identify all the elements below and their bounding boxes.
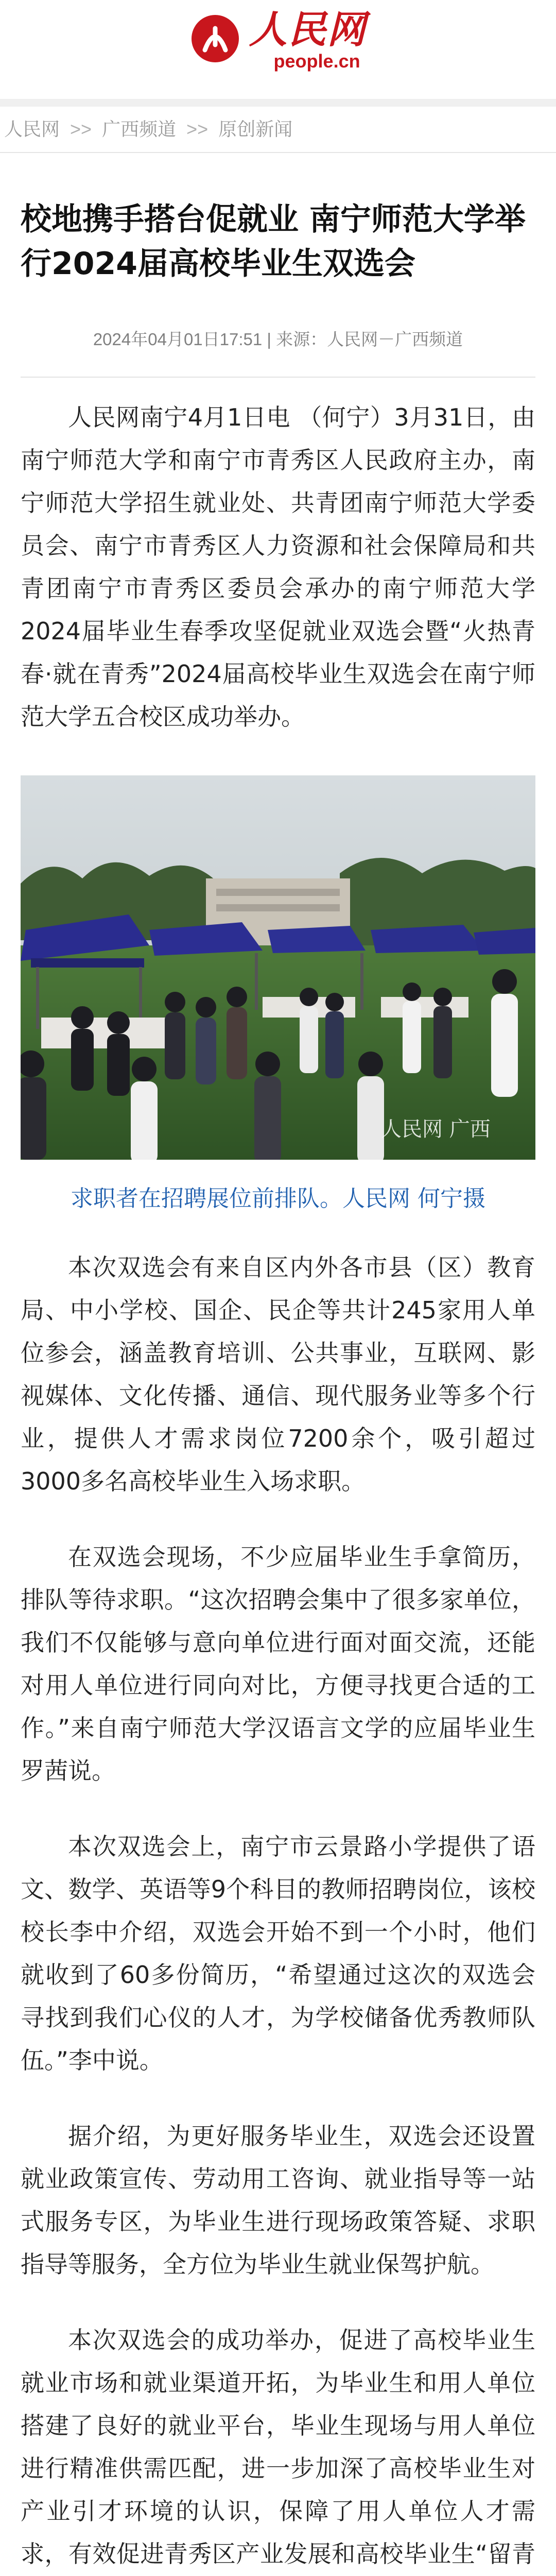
- article-title: 校地携手搭台促就业 南宁师范大学举行2024届高校毕业生双选会: [21, 201, 526, 282]
- header-divider: [0, 99, 556, 107]
- article-photo[interactable]: [21, 775, 535, 1160]
- breadcrumb: [0, 107, 556, 153]
- article-paragraph: 本次双选会有来自区内外各市县（区）教育局、中小学校、国企、民企等共计245家用人单位参会，涵盖教育培训、公共事业，互联网、影视媒体、文化传播、通信、现代服务业等多个行业，提供人才需求岗位7200余个，吸引超过3000多名高校毕业生入场求职。: [21, 1253, 535, 1495]
- site-header: [0, 0, 556, 99]
- meta-divider: [21, 377, 535, 378]
- article-paragraph: 本次双选会上，南宁市云景路小学提供了语文、数学、英语等9个科目的教师招聘岗位，该校校长李中介绍，双选会开始不到一个小时，他们就收到了60多份简历，“希望通过这次的双选会寻找到我们心仪的人才，为学校储备优秀教师队伍。”李中说。: [21, 1833, 535, 2074]
- article-paragraph: 人民网南宁4月1日电 （何宁）3月31日，由南宁师范大学和南宁市青秀区人民政府主办，南宁师范大学招生就业处、共青团南宁师范大学委员会、南宁市青秀区人力资源和社会保障局和共青团南宁市青秀区委员会承办的南宁师范大学2024届毕业生春季攻坚促就业双选会暨“火热青春·就在青秀”2024届高校毕业生双选会在南宁师范大学五合校区成功举办。: [21, 403, 535, 731]
- breadcrumb-item-original-news[interactable]: 原创新闻: [218, 118, 293, 140]
- article-paragraph: 据介绍，为更好服务毕业生，双选会还设置就业政策宣传、劳动用工咨询、就业指导等一站式服务专区，为毕业生进行现场政策答疑、求职指导等服务，全方位为毕业生就业保驾护航。: [21, 2122, 535, 2278]
- article-paragraph: 在双选会现场，不少应届毕业生手拿简历，排队等待求职。“这次招聘会集中了很多家单位，我们不仅能够与意向单位进行面对面交流，还能对用人单位进行同向对比，方便寻找更合适的工作。”来自南宁师范大学汉语言文学的应届毕业生罗茜说。: [21, 1543, 535, 1785]
- job-fair-photo-illustration: [21, 775, 535, 1160]
- site-logo[interactable]: [0, 8, 556, 86]
- breadcrumb-item-people[interactable]: 人民网: [4, 118, 60, 140]
- logo-chinese-name: 人民网: [249, 8, 367, 52]
- people-logo-icon: [189, 13, 241, 66]
- breadcrumb-separator: >>: [70, 118, 92, 140]
- photo-caption: 求职者在招聘展位前排队。人民网 何宁摄: [71, 1185, 485, 1212]
- breadcrumb-separator: >>: [186, 118, 208, 140]
- breadcrumb-item-guangxi[interactable]: 广西频道: [102, 118, 177, 140]
- article-paragraph: 本次双选会的成功举办，促进了高校毕业生就业市场和就业渠道开拓，为毕业生和用人单位搭建了良好的就业平台，毕业生现场与用人单位进行精准供需匹配，进一步加深了高校毕业生对产业引才环境的认识，保障了用人单位人才需求，有效促进青秀区产业发展和高校毕业生“留青: [21, 2326, 535, 2568]
- photo-watermark: 人民网 广西: [381, 1117, 491, 1141]
- logo-domain: people.cn: [273, 50, 360, 72]
- article-meta: 2024年04月01日17:51 | 来源：人民网－广西频道: [93, 330, 463, 349]
